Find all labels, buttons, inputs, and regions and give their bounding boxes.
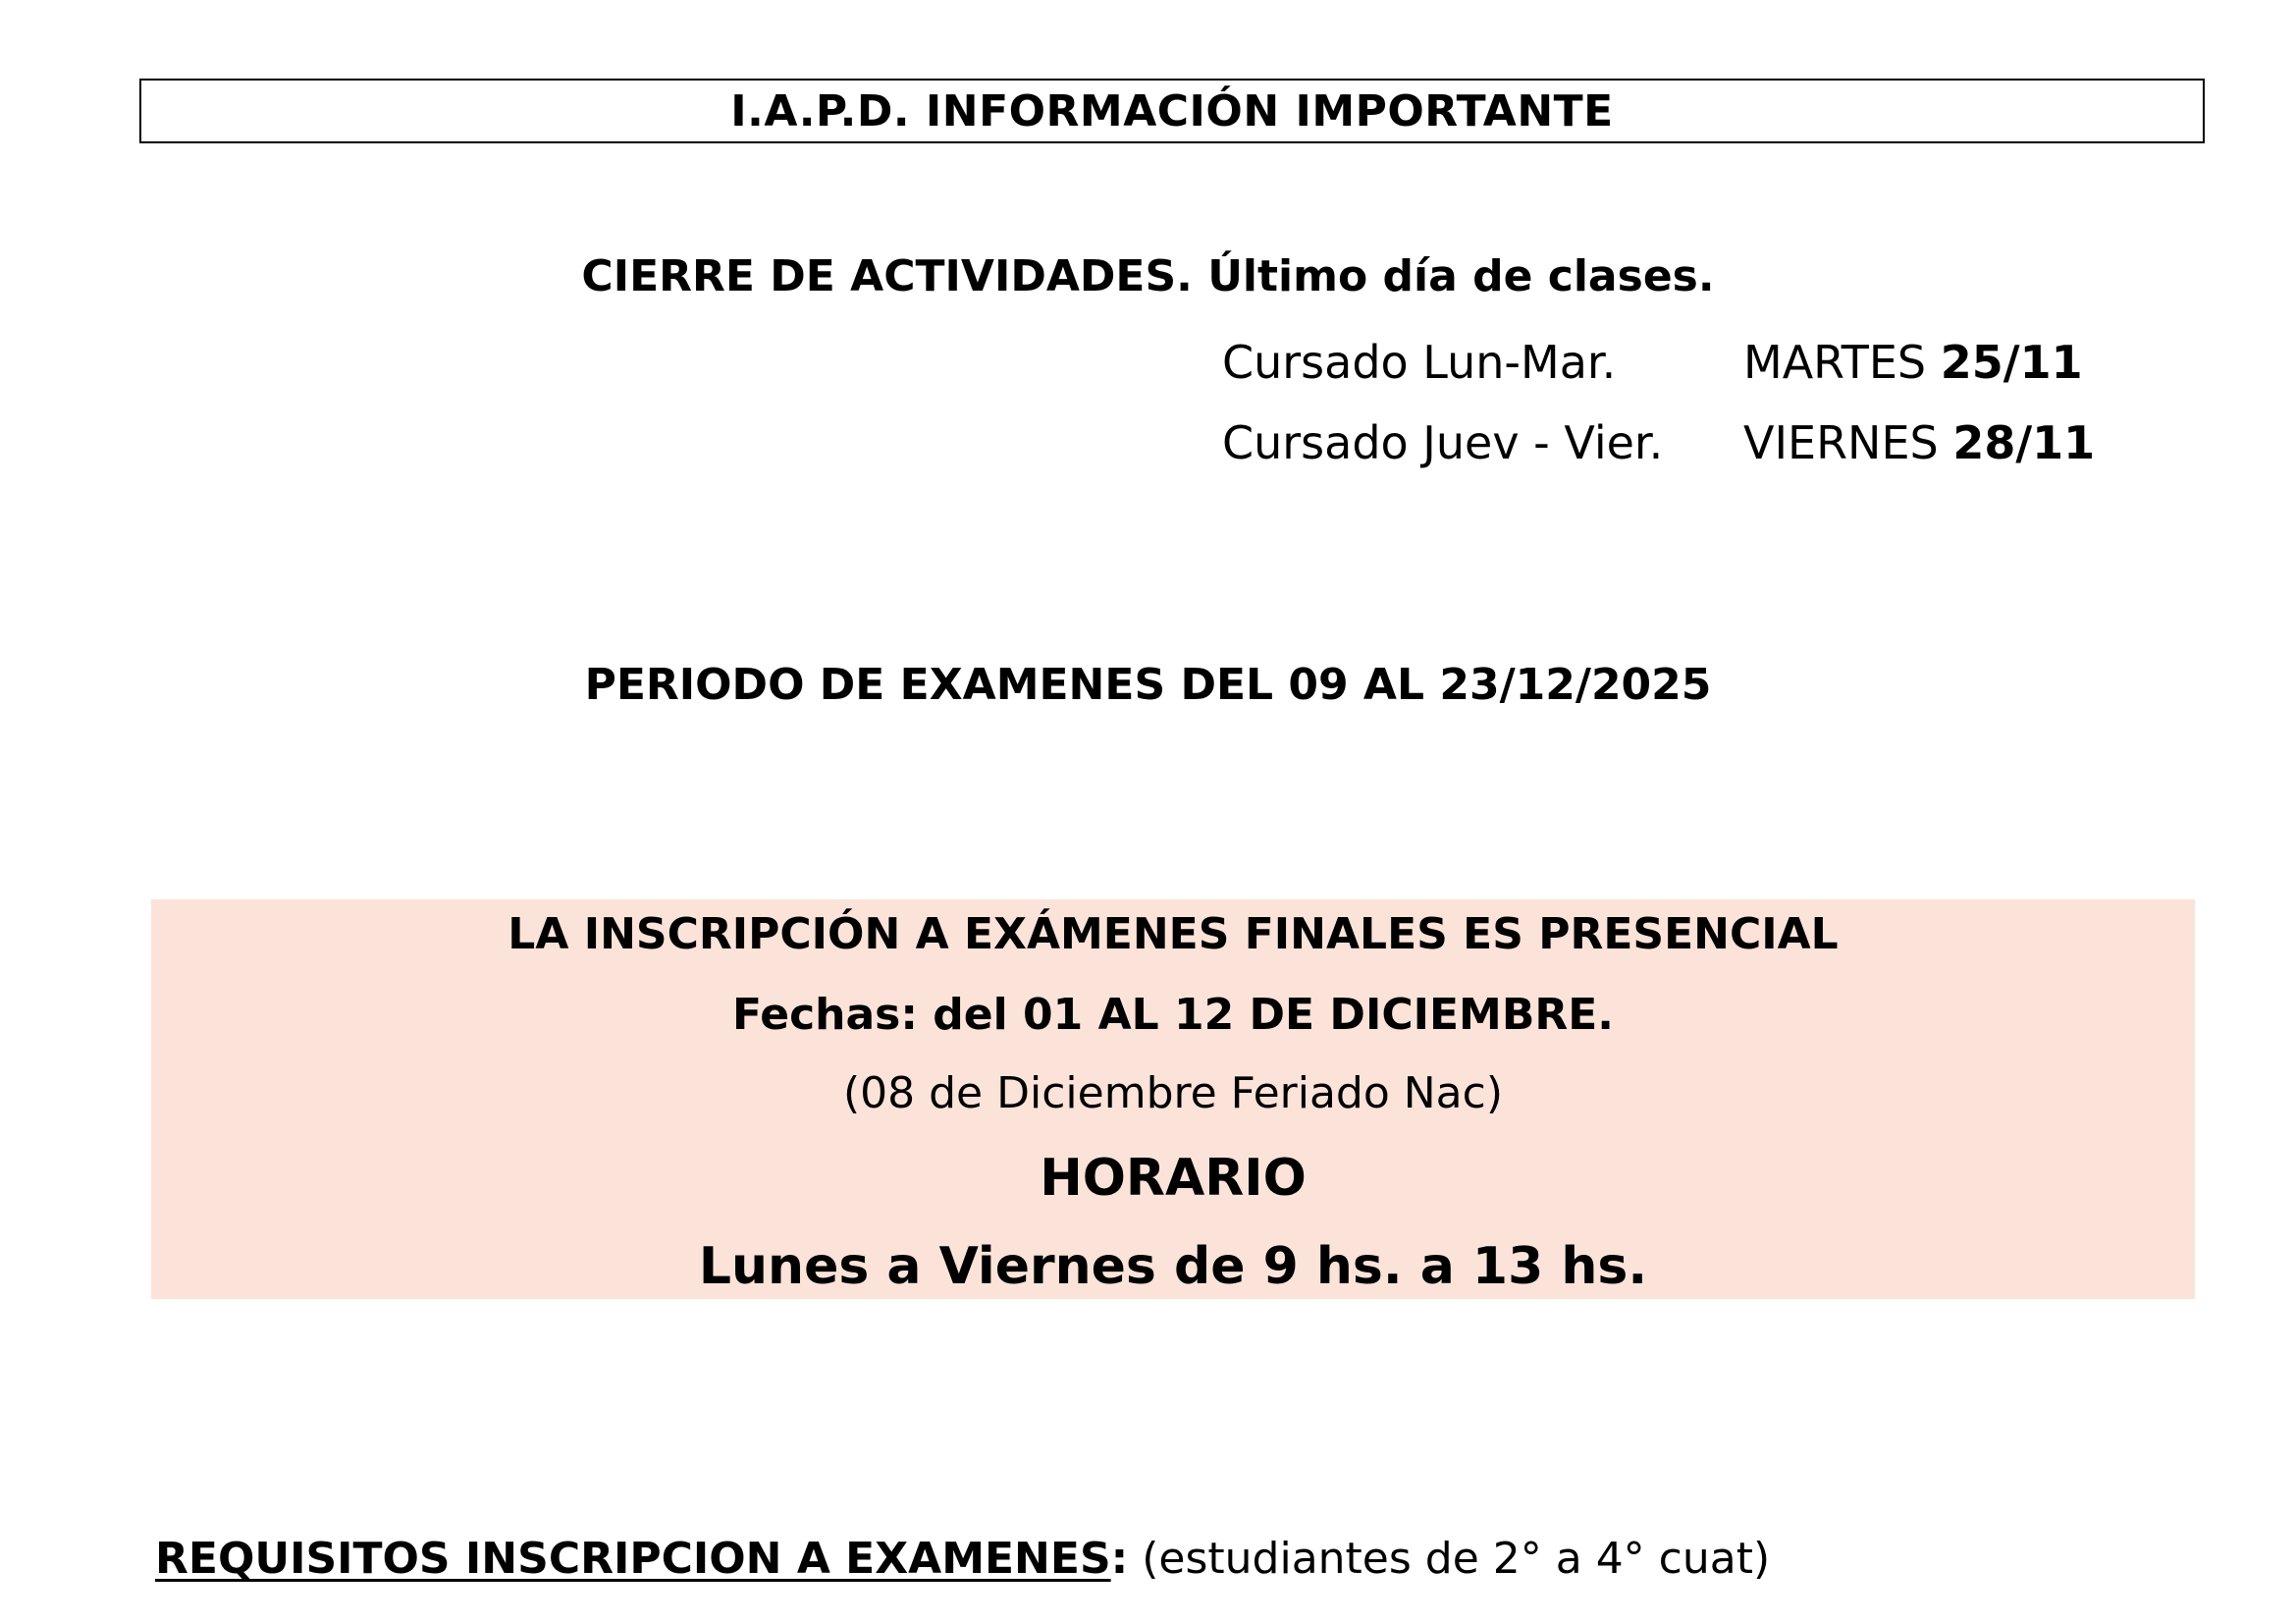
document-title (139, 79, 2205, 143)
cierre-row-day: MARTES (1743, 336, 1927, 389)
horario-label: HORARIO (1040, 1149, 1307, 1208)
cierre-row-label: Cursado Lun-Mar. (1222, 336, 1617, 389)
cierre-row-value (1743, 336, 2083, 389)
cierre-row-date: 28/11 (1952, 416, 2096, 469)
requisitos-line (155, 1534, 1770, 1584)
inscripcion-fechas: Fechas: del 01 AL 12 DE DICIEMBRE. (731, 990, 1615, 1040)
inscripcion-feriado: (08 de Diciembre Feriado Nac) (842, 1068, 1503, 1118)
inscripcion-heading: LA INSCRIPCIÓN A EXÁMENES FINALES ES PRESENCIAL (507, 909, 1839, 959)
requisitos-label: REQUISITOS INSCRIPCION A EXAMENES (155, 1534, 1111, 1584)
periodo-examenes: PERIODO DE EXAMENES DEL 09 AL 23/12/2025 (584, 660, 1712, 710)
inscripcion-panel (151, 899, 2195, 1299)
requisitos-colon: : (1110, 1534, 1129, 1584)
horario-value: Lunes a Viernes de 9 hs. a 13 hs. (698, 1237, 1648, 1296)
requisitos-note: (estudiantes de 2° a 4° cuat) (1128, 1534, 1771, 1584)
cierre-row-label: Cursado Juev - Vier. (1222, 416, 1664, 469)
cierre-row-value (1743, 416, 2095, 469)
cierre-row-day: VIERNES (1743, 416, 1939, 469)
cierre-row-date: 25/11 (1940, 336, 2083, 389)
document-title-text: I.A.P.D. INFORMACIÓN IMPORTANTE (730, 85, 1614, 136)
cierre-heading: CIERRE DE ACTIVIDADES. Último día de clases. (581, 251, 1715, 301)
